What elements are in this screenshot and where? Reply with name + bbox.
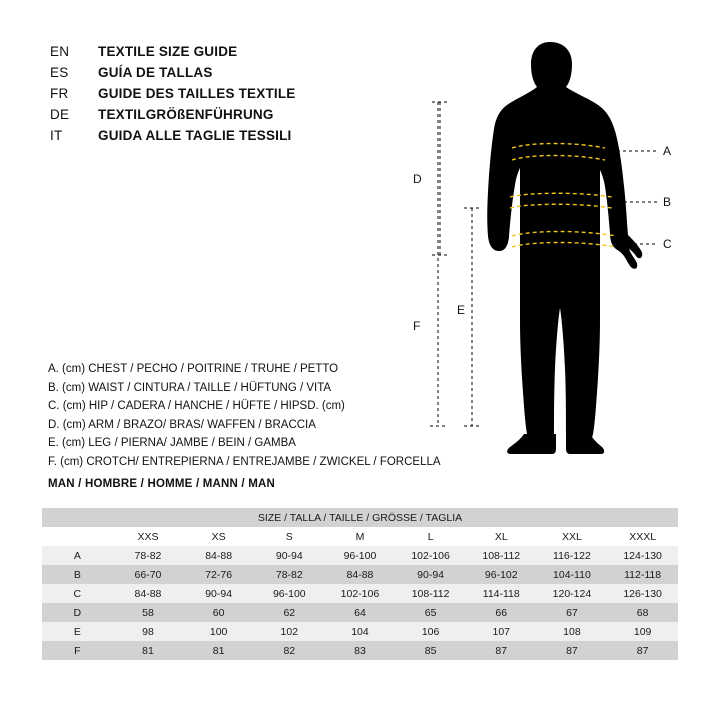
cell-c-xxl: 120-124 (537, 584, 608, 603)
cell-f-xxl: 87 (537, 641, 608, 660)
cell-e-s: 102 (254, 622, 325, 641)
column-header-l: L (395, 527, 466, 546)
cell-b-l: 90-94 (395, 565, 466, 584)
size-table (42, 508, 678, 660)
cell-a-xxxl: 124-130 (607, 546, 678, 565)
figure-label-e: E (457, 303, 466, 317)
cell-b-xl: 96-102 (466, 565, 537, 584)
title-text-en: TEXTILE SIZE GUIDE (98, 44, 238, 59)
cell-d-xxxl: 68 (607, 603, 678, 622)
cell-c-m: 102-106 (325, 584, 396, 603)
language-code-de: DE (50, 107, 70, 122)
cell-b-xxs: 66-70 (113, 565, 184, 584)
cell-d-m: 64 (325, 603, 396, 622)
cell-c-xxxl: 126-130 (607, 584, 678, 603)
column-header-xxs: XXS (113, 527, 184, 546)
size-table-wrap (42, 508, 678, 660)
language-code-fr: FR (50, 86, 69, 101)
table-row (42, 622, 678, 641)
cell-e-xs: 100 (183, 622, 254, 641)
language-code-es: ES (50, 65, 69, 80)
legend-line-a: A. (cm) CHEST / PECHO / POITRINE / TRUHE / PETTO (48, 363, 339, 375)
title-text-es: GUÍA DE TALLAS (98, 65, 213, 80)
cell-a-xxs: 78-82 (113, 546, 184, 565)
cell-d-xxs: 58 (113, 603, 184, 622)
table-row (42, 641, 678, 660)
figure-label-c: C (663, 237, 672, 251)
cell-c-xxs: 84-88 (113, 584, 184, 603)
row-label-f: F (42, 641, 113, 660)
cell-c-s: 96-100 (254, 584, 325, 603)
row-label-b: B (42, 565, 113, 584)
cell-c-l: 108-112 (395, 584, 466, 603)
cell-d-xxl: 67 (537, 603, 608, 622)
cell-e-m: 104 (325, 622, 396, 641)
row-label-c: C (42, 584, 113, 603)
cell-f-xxs: 81 (113, 641, 184, 660)
title-text-it: GUIDA ALLE TAGLIE TESSILI (98, 128, 292, 143)
legend-line-f: F. (cm) CROTCH/ ENTREPIERNA / ENTREJAMBE / ZWICKEL / FORCELLA (48, 455, 441, 468)
cell-a-s: 90-94 (254, 546, 325, 565)
language-code-it: IT (50, 128, 63, 143)
cell-f-xxxl: 87 (607, 641, 678, 660)
title-text-de: TEXTILGRÖßENFÜHRUNG (98, 107, 274, 122)
cell-b-m: 84-88 (325, 565, 396, 584)
cell-e-xxl: 108 (537, 622, 608, 641)
cell-f-m: 83 (325, 641, 396, 660)
figure-label-b: B (663, 195, 672, 209)
legend-line-b: B. (cm) WAIST / CINTURA / TAILLE / HÜFTUNG / VITA (48, 381, 332, 394)
table-column-row (42, 527, 678, 546)
table-header-row (42, 508, 678, 527)
figure-label-f: F (413, 319, 421, 333)
cell-b-s: 78-82 (254, 565, 325, 584)
cell-a-xxl: 116-122 (537, 546, 608, 565)
man-silhouette-shape (487, 42, 642, 454)
gender-label: MAN / HOMBRE / HOMME / MANN / MAN (48, 478, 276, 490)
language-code-en: EN (50, 44, 70, 59)
cell-f-xl: 87 (466, 641, 537, 660)
cell-a-l: 102-106 (395, 546, 466, 565)
cell-a-xs: 84-88 (183, 546, 254, 565)
cell-f-s: 82 (254, 641, 325, 660)
leg-measure-bracket (464, 208, 480, 426)
table-row (42, 546, 678, 565)
table-row (42, 565, 678, 584)
row-label-a: A (42, 546, 113, 565)
column-header-xxl: XXL (537, 527, 608, 546)
cell-e-xxs: 98 (113, 622, 184, 641)
row-label-d: D (42, 603, 113, 622)
cell-e-xl: 107 (466, 622, 537, 641)
legend-line-e: E. (cm) LEG / PIERNA/ JAMBE / BEIN / GAMBA (48, 437, 296, 449)
cell-d-l: 65 (395, 603, 466, 622)
column-header-0 (42, 527, 113, 546)
arm-measure-bracket (432, 102, 448, 255)
column-header-xs: XS (183, 527, 254, 546)
column-header-xxxl: XXXL (607, 527, 678, 546)
legend-line-c: C. (cm) HIP / CADERA / HANCHE / HÜFTE / HIPSD. (cm) (48, 400, 345, 412)
cell-d-xs: 60 (183, 603, 254, 622)
cell-d-xl: 66 (466, 603, 537, 622)
cell-a-m: 96-100 (325, 546, 396, 565)
cell-c-xl: 114-118 (466, 584, 537, 603)
title-text-fr: GUIDE DES TAILLES TEXTILE (98, 86, 296, 101)
row-label-e: E (42, 622, 113, 641)
cell-b-xxxl: 112-118 (607, 565, 678, 584)
cell-a-xl: 108-112 (466, 546, 537, 565)
body-silhouette-diagram (400, 20, 700, 480)
crotch-measure-bracket (430, 102, 446, 426)
table-row (42, 584, 678, 603)
cell-b-xxl: 104-110 (537, 565, 608, 584)
figure-label-d: D (413, 172, 422, 186)
table-row (42, 603, 678, 622)
cell-e-xxxl: 109 (607, 622, 678, 641)
cell-f-xs: 81 (183, 641, 254, 660)
legend-line-d: D. (cm) ARM / BRAZO/ BRAS/ WAFFEN / BRACCIA (48, 418, 316, 431)
table-header-label: SIZE / TALLA / TAILLE / GRÖSSE / TAGLIA (42, 508, 678, 527)
column-header-s: S (254, 527, 325, 546)
cell-d-s: 62 (254, 603, 325, 622)
cell-c-xs: 90-94 (183, 584, 254, 603)
cell-e-l: 106 (395, 622, 466, 641)
column-header-m: M (325, 527, 396, 546)
figure-label-a: A (663, 144, 672, 158)
cell-b-xs: 72-76 (183, 565, 254, 584)
column-header-xl: XL (466, 527, 537, 546)
cell-f-l: 85 (395, 641, 466, 660)
